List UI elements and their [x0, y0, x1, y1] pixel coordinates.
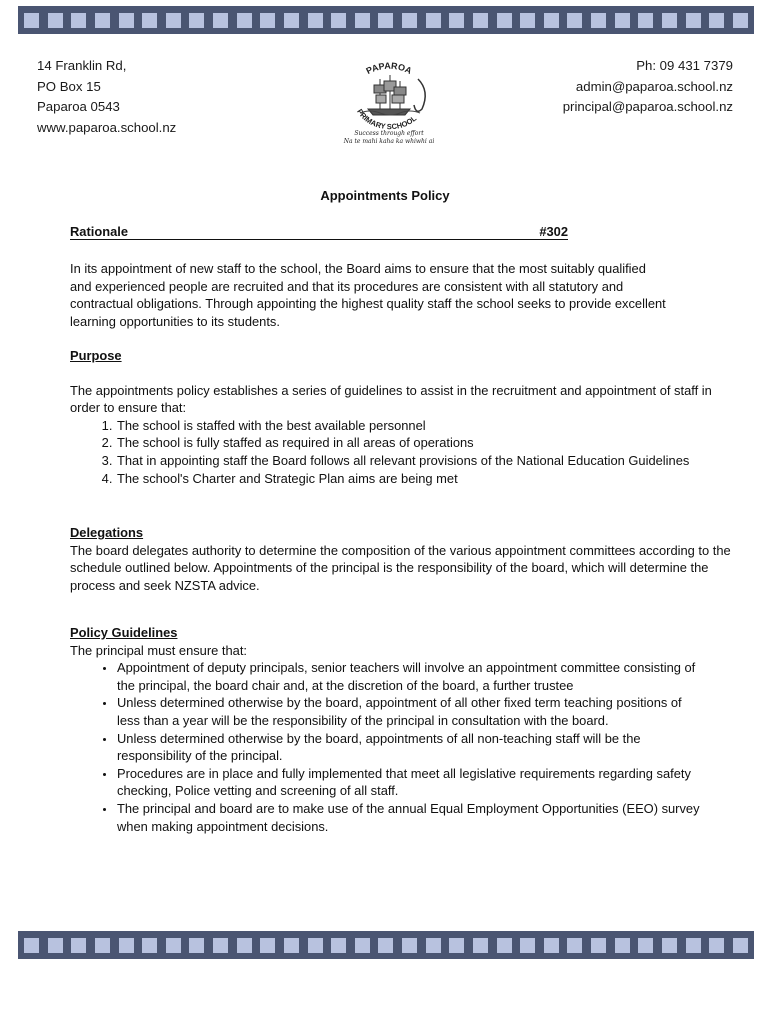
- rationale-text: In its appointment of new staff to the school, the Board aims to ensure that the most suitably qualified and experienced people are recruited and that its procedures are consistent with all statutory and contractual obligations. Through appointing the highest quality staff the school seeks to provide excellent learning opportunities to its students.: [70, 261, 666, 329]
- border-square: [331, 938, 346, 953]
- purpose-heading: Purpose: [70, 348, 122, 363]
- list-item: 4. The school's Charter and Strategic Plan aims are being met: [116, 470, 696, 488]
- logo-motto-en: Success through effort: [354, 130, 424, 137]
- border-square: [24, 938, 39, 953]
- border-square: [260, 938, 275, 953]
- border-square: [142, 13, 157, 28]
- border-square: [95, 938, 110, 953]
- border-square: [638, 938, 653, 953]
- border-square: [544, 938, 559, 953]
- border-square: [615, 938, 630, 953]
- border-square: [189, 938, 204, 953]
- purpose-intro: The appointments policy establishes a series of guidelines to assist in the recruitment and appointment of staff in order to ensure that:: [70, 382, 712, 416]
- delegations-section: [70, 524, 735, 594]
- purpose-list: [70, 417, 696, 487]
- border-square: [213, 13, 228, 28]
- border-square: [24, 13, 39, 28]
- border-square: [567, 13, 582, 28]
- border-square: [378, 938, 393, 953]
- border-square: [166, 13, 181, 28]
- border-square: [308, 938, 323, 953]
- border-square: [48, 938, 63, 953]
- border-square: [686, 938, 701, 953]
- border-square: [378, 13, 393, 28]
- purpose-section: [70, 347, 735, 487]
- list-item: 3. That in appointing staff the Board follows all relevant provisions of the National Education Guidelines: [116, 452, 696, 470]
- border-square: [355, 938, 370, 953]
- border-square: [237, 938, 252, 953]
- border-square: [119, 938, 134, 953]
- border-square: [733, 13, 748, 28]
- border-square: [426, 13, 441, 28]
- border-square: [95, 13, 110, 28]
- border-square: [709, 13, 724, 28]
- border-square: [497, 13, 512, 28]
- border-square: [284, 938, 299, 953]
- border-square: [544, 13, 559, 28]
- border-square: [662, 13, 677, 28]
- border-square: [260, 13, 275, 28]
- border-square: [71, 13, 86, 28]
- border-square: [638, 13, 653, 28]
- contact-line: admin@paparoa.school.nz: [575, 78, 733, 94]
- border-square: [402, 13, 417, 28]
- contact-line: principal@paparoa.school.nz: [562, 99, 733, 114]
- list-item: • Unless determined otherwise by the board, appointments of all non-teaching staff will be the responsibility of the principal.: [116, 730, 704, 765]
- border-square: [449, 938, 464, 953]
- svg-text:PAPAROA: [364, 61, 413, 77]
- rationale-section: [70, 260, 670, 330]
- border-square: [615, 13, 630, 28]
- address-line: 14 Franklin Rd,: [37, 58, 127, 73]
- border-square: [166, 938, 181, 953]
- policy-guidelines-section: [70, 624, 735, 835]
- border-square: [331, 13, 346, 28]
- address-line: Paparoa 0543: [37, 99, 120, 114]
- policy-guidelines-intro: The principal must ensure that:: [70, 642, 247, 658]
- logo-bottom-text: PRIMARY SCHOOL: [355, 107, 419, 132]
- bottom-border-band: [18, 931, 754, 959]
- border-square: [591, 938, 606, 953]
- policy-guidelines-heading: Policy Guidelines: [70, 625, 178, 640]
- logo-top-text: PAPAROA: [364, 60, 414, 77]
- border-square: [237, 13, 252, 28]
- top-border-band: [18, 6, 754, 34]
- policy-number: #302: [539, 224, 568, 239]
- logo-motto-mi: Na te mahi kaha ka whiwhi ai: [343, 138, 435, 145]
- border-square: [662, 938, 677, 953]
- border-square: [709, 938, 724, 953]
- border-square: [449, 13, 464, 28]
- delegations-text: The board delegates authority to determine the composition of the various appointment committees according to the schedule outlined below. Appointments of the principal is the responsibility of the board, which will determine the process and seek NZSTA advice.: [70, 542, 731, 593]
- border-square: [308, 13, 323, 28]
- border-square: [119, 13, 134, 28]
- border-square: [71, 938, 86, 953]
- border-square: [48, 13, 63, 28]
- border-square: [189, 13, 204, 28]
- border-square: [402, 938, 417, 953]
- border-square: [520, 13, 535, 28]
- list-item: • Appointment of deputy principals, senior teachers will involve an appointment committee consisting of the principal, the board chair and, at the discretion of the board, a further trustee: [116, 659, 704, 694]
- list-item: 1. The school is staffed with the best available personnel: [116, 417, 696, 435]
- border-square: [591, 13, 606, 28]
- school-crest-logo: [330, 49, 448, 147]
- rationale-heading: Rationale: [70, 224, 129, 239]
- border-square: [473, 13, 488, 28]
- delegations-heading: Delegations: [70, 525, 144, 540]
- list-item: • Unless determined otherwise by the board, appointment of all other fixed term teaching positions of less than a year will be the responsibility of the principal in consultation with the board.: [116, 694, 704, 729]
- border-square: [686, 13, 701, 28]
- border-square: [213, 938, 228, 953]
- border-square: [142, 938, 157, 953]
- border-square: [284, 13, 299, 28]
- border-square: [520, 938, 535, 953]
- policy-guidelines-list: [70, 659, 704, 835]
- contact-line: Ph: 09 431 7379: [636, 58, 733, 73]
- border-square: [497, 938, 512, 953]
- contact-block: [563, 56, 733, 118]
- address-block: [37, 56, 176, 138]
- list-item: 2. The school is fully staffed as required in all areas of operations: [116, 434, 696, 452]
- border-square: [733, 938, 748, 953]
- border-square: [567, 938, 582, 953]
- document-title: Appointments Policy: [320, 188, 450, 203]
- address-line: PO Box 15: [37, 78, 101, 94]
- list-item: • Procedures are in place and fully implemented that meet all legislative requirements regarding safety checking, Police vetting and screening of all staff.: [116, 765, 704, 800]
- border-square: [355, 13, 370, 28]
- rationale-heading-row: [70, 225, 568, 240]
- list-item: • The principal and board are to make use of the annual Equal Employment Opportunities (EEO) survey when making appointment decisions.: [116, 800, 704, 835]
- border-square: [426, 938, 441, 953]
- border-square: [473, 938, 488, 953]
- address-line: www.paparoa.school.nz: [37, 119, 177, 135]
